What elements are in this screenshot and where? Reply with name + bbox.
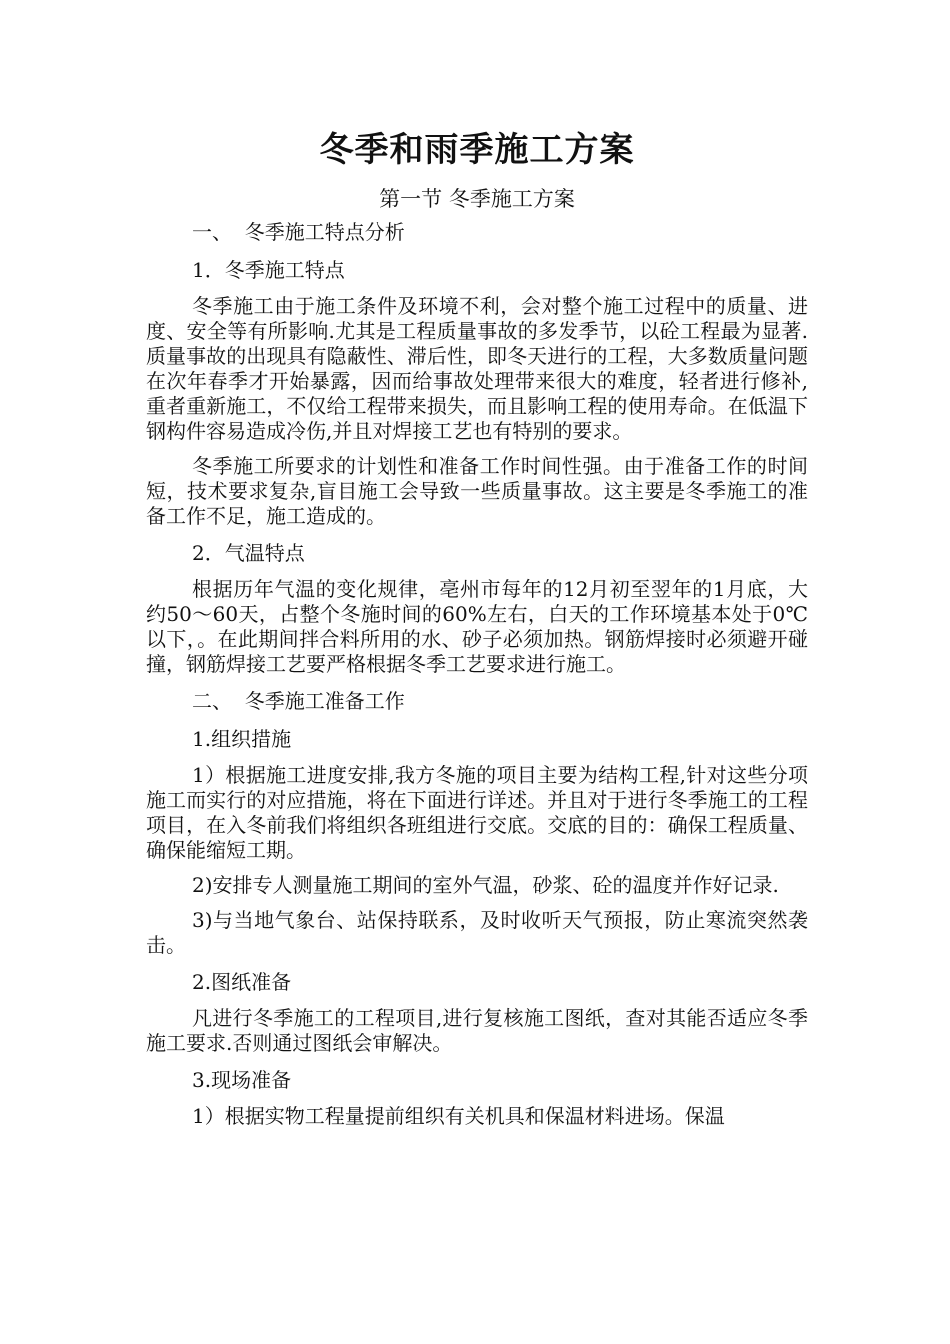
paragraph: 1）根据实物工程量提前组织有关机具和保温材料进场。保温 xyxy=(192,1104,725,1128)
subheading-temperature: 2．气温特点 xyxy=(192,541,305,565)
paragraph: 3)与当地气象台、站保持联系，及时收听天气预报，防止寒流突然袭击。 xyxy=(146,908,808,957)
paragraph: 凡进行冬季施工的工程项目,进行复核施工图纸，查对其能否适应冬季施工要求.否则通过图纸会审解决。 xyxy=(146,1006,808,1055)
subheading-drawings: 2.图纸准备 xyxy=(192,970,292,994)
document-title: 冬季和雨季施工方案 xyxy=(319,130,635,170)
paragraph: 冬季施工所要求的计划性和准备工作时间性强。由于准备工作的时间短，技术要求复杂,盲目施工会导致一些质量事故。这主要是冬季施工的准备工作不足，施工造成的。 xyxy=(146,454,808,528)
heading-winter-analysis: 一、 冬季施工特点分析 xyxy=(192,220,405,244)
heading-winter-preparation: 二、 冬季施工准备工作 xyxy=(192,689,405,713)
subheading-organization: 1.组织措施 xyxy=(192,727,292,751)
paragraph: 1）根据施工进度安排,我方冬施的项目主要为结构工程,针对这些分项施工而实行的对应措施，将在下面进行详述。并且对于进行冬季施工的工程项目，在入冬前我们将组织各班组进行交底。交底的目的：确保工程质量、确保能缩短工期。 xyxy=(146,763,808,862)
document-page xyxy=(146,126,808,1139)
section-title: 第一节 冬季施工方案 xyxy=(379,187,575,211)
paragraph: 冬季施工由于施工条件及环境不利，会对整个施工过程中的质量、进度、安全等有所影响.尤其是工程质量事故的多发季节，以砼工程最为显著.质量事故的出现具有隐蔽性、滞后性，即冬天进行的工程，大多数质量问题在次年春季才开始暴露，因而给事故处理带来很大的难度，轻者进行修补,重者重新施工，不仅给工程带来损失，而且影响工程的使用寿命。在低温下钢构件容易造成冷伤,并且对焊接工艺也有特别的要求。 xyxy=(146,294,808,443)
subheading-site: 3.现场准备 xyxy=(192,1068,292,1092)
subheading-winter-features: 1．冬季施工特点 xyxy=(192,258,345,282)
paragraph: 2)安排专人测量施工期间的室外气温，砂浆、砼的温度并作好记录. xyxy=(192,873,779,897)
paragraph: 根据历年气温的变化规律，亳州市每年的12月初至翌年的1月底，大约50～60天，占整个冬施时间的60%左右，白天的工作环境基本处于0℃以下，。在此期间拌合料所用的水、砂子必须加热。钢筋焊接时必须避开碰撞，钢筋焊接工艺要严格根据冬季工艺要求进行施工。 xyxy=(146,577,808,676)
